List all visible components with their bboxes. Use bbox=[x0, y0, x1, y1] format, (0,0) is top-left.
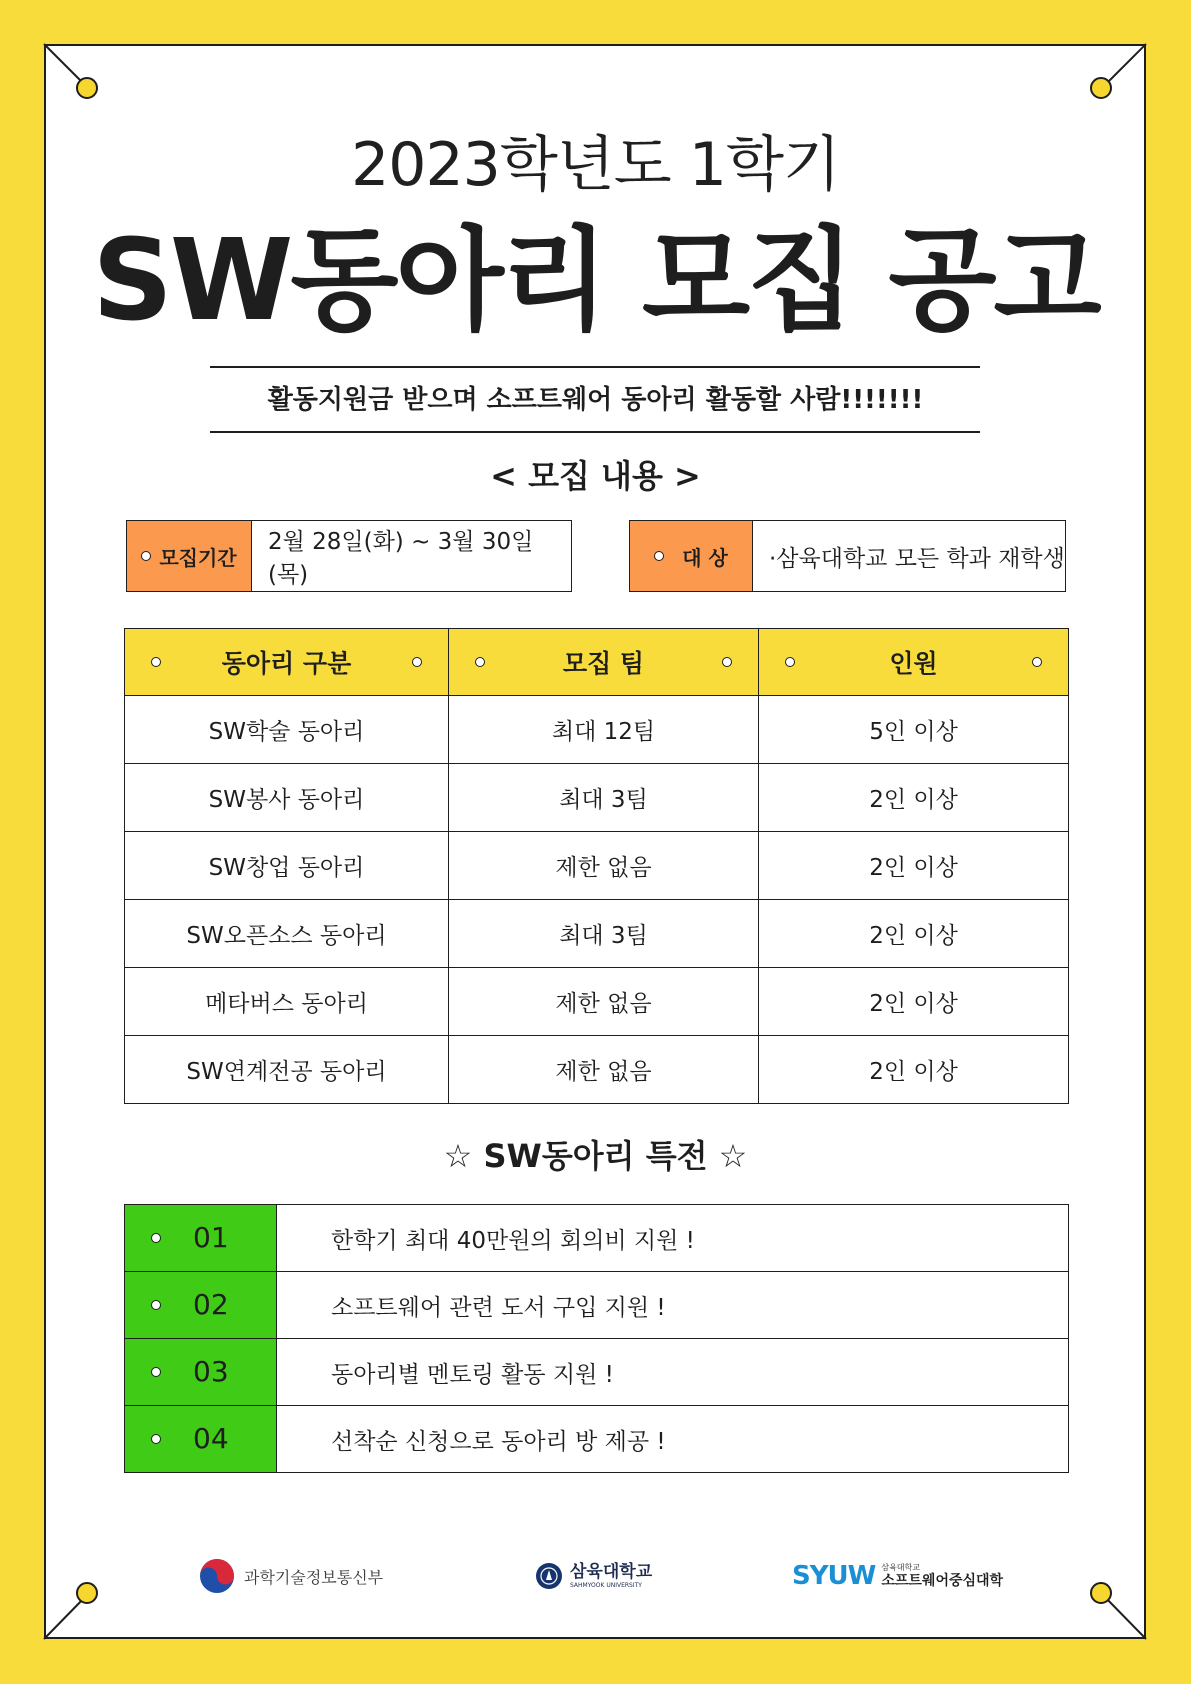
table-row bbox=[125, 900, 1069, 968]
header-dot-icon bbox=[475, 657, 485, 667]
pin-bottom-left bbox=[76, 1582, 98, 1604]
benefit-number-cell bbox=[125, 1406, 277, 1473]
pin-top-right bbox=[1090, 77, 1112, 99]
benefit-row bbox=[125, 1339, 1069, 1406]
benefit-number: 02 bbox=[193, 1288, 229, 1321]
team-cell: 제한 없음 bbox=[449, 1036, 759, 1104]
members-cell: 2인 이상 bbox=[759, 832, 1069, 900]
syuw-logo bbox=[792, 1556, 1003, 1596]
club-type-cell: SW연계전공 동아리 bbox=[125, 1036, 449, 1104]
benefits-heading: ☆ SW동아리 특전 ☆ bbox=[443, 1137, 748, 1175]
header-label: 인원 bbox=[889, 649, 938, 678]
header-dot-icon bbox=[151, 657, 161, 667]
table-row bbox=[125, 1036, 1069, 1104]
table-row bbox=[125, 968, 1069, 1036]
benefit-row bbox=[125, 1272, 1069, 1339]
benefit-dot-icon bbox=[151, 1233, 161, 1243]
pin-top-left bbox=[76, 77, 98, 99]
benefit-row bbox=[125, 1205, 1069, 1272]
benefit-text: 한학기 최대 40만원의 회의비 지원 ! bbox=[277, 1205, 1069, 1272]
pin-bottom-right bbox=[1090, 1582, 1112, 1604]
club-type-cell: SW봉사 동아리 bbox=[125, 764, 449, 832]
team-cell: 최대 3팀 bbox=[449, 900, 759, 968]
subtitle: 활동지원금 받으며 소프트웨어 동아리 활동할 사람!!!!!!! bbox=[267, 385, 924, 415]
team-cell: 최대 3팀 bbox=[449, 764, 759, 832]
benefits-table bbox=[124, 1204, 1069, 1473]
team-cell: 제한 없음 bbox=[449, 832, 759, 900]
target-label: 대 상 bbox=[682, 545, 728, 570]
header-club-type bbox=[125, 629, 449, 696]
benefit-text: 소프트웨어 관련 도서 구입 지원 ! bbox=[277, 1272, 1069, 1339]
club-type-cell: 메타버스 동아리 bbox=[125, 968, 449, 1036]
benefit-dot-icon bbox=[151, 1300, 161, 1310]
benefit-number: 03 bbox=[193, 1355, 229, 1388]
period-dot-icon bbox=[141, 551, 151, 561]
main-title: SW동아리 모집 공고 bbox=[92, 216, 1099, 346]
ministry-name: 과학기술정보통신부 bbox=[244, 1567, 384, 1587]
members-cell: 2인 이상 bbox=[759, 968, 1069, 1036]
members-cell: 2인 이상 bbox=[759, 764, 1069, 832]
benefit-dot-icon bbox=[151, 1367, 161, 1377]
header-label: 모집 팀 bbox=[562, 649, 645, 678]
period-label: 모집기간 bbox=[159, 545, 237, 570]
benefit-text: 선착순 신청으로 동아리 방 제공 ! bbox=[277, 1406, 1069, 1473]
club-type-cell: SW창업 동아리 bbox=[125, 832, 449, 900]
table-row bbox=[125, 832, 1069, 900]
header-dot-icon bbox=[412, 657, 422, 667]
benefit-number: 01 bbox=[193, 1221, 229, 1254]
header-members bbox=[759, 629, 1069, 696]
period-label-cell bbox=[127, 521, 252, 591]
table-row bbox=[125, 696, 1069, 764]
target-label-cell bbox=[630, 521, 753, 591]
target-value: ·삼육대학교 모든 학과 재학생 bbox=[769, 545, 1065, 572]
members-cell: 2인 이상 bbox=[759, 900, 1069, 968]
rule-top bbox=[210, 366, 980, 368]
university-emblem-icon bbox=[534, 1561, 564, 1591]
table-row bbox=[125, 764, 1069, 832]
rule-bottom bbox=[210, 431, 980, 433]
members-cell: 5인 이상 bbox=[759, 696, 1069, 764]
header-dot-icon bbox=[1032, 657, 1042, 667]
ministry-logo bbox=[198, 1556, 383, 1596]
benefit-number-cell bbox=[125, 1205, 277, 1272]
taegeuk-icon bbox=[198, 1557, 236, 1595]
club-table-header bbox=[125, 629, 1069, 696]
benefit-dot-icon bbox=[151, 1434, 161, 1444]
team-cell: 최대 12팀 bbox=[449, 696, 759, 764]
period-box bbox=[126, 520, 572, 592]
header-dot-icon bbox=[785, 657, 795, 667]
recruit-heading: < 모집 내용 > bbox=[490, 457, 701, 495]
header-team bbox=[449, 629, 759, 696]
university-name: 삼육대학교 bbox=[570, 1561, 653, 1582]
year-title: 2023학년도 1학기 bbox=[351, 130, 840, 200]
benefit-row bbox=[125, 1406, 1069, 1473]
header-dot-icon bbox=[722, 657, 732, 667]
syuw-small-text: 삼육대학교 bbox=[881, 1563, 920, 1572]
syuw-name: 소프트웨어중심대학 bbox=[881, 1573, 1004, 1589]
benefit-number-cell bbox=[125, 1339, 277, 1406]
rope-top-left-outer bbox=[0, 0, 44, 44]
syuw-mark: SYUW bbox=[792, 1561, 876, 1591]
benefit-text: 동아리별 멘토링 활동 지원 ! bbox=[277, 1339, 1069, 1406]
period-value: 2월 28일(화) ~ 3월 30일(목) bbox=[267, 529, 534, 588]
university-logo bbox=[534, 1556, 652, 1596]
benefit-number: 04 bbox=[193, 1422, 229, 1455]
university-name-en: SAHMYOOK UNIVERSITY bbox=[570, 1581, 642, 1589]
benefit-number-cell bbox=[125, 1272, 277, 1339]
target-box bbox=[629, 520, 1066, 592]
club-table bbox=[124, 628, 1069, 1104]
club-type-cell: SW학술 동아리 bbox=[125, 696, 449, 764]
members-cell: 2인 이상 bbox=[759, 1036, 1069, 1104]
target-dot-icon bbox=[654, 551, 664, 561]
header-label: 동아리 구분 bbox=[221, 649, 352, 678]
team-cell: 제한 없음 bbox=[449, 968, 759, 1036]
club-type-cell: SW오픈소스 동아리 bbox=[125, 900, 449, 968]
